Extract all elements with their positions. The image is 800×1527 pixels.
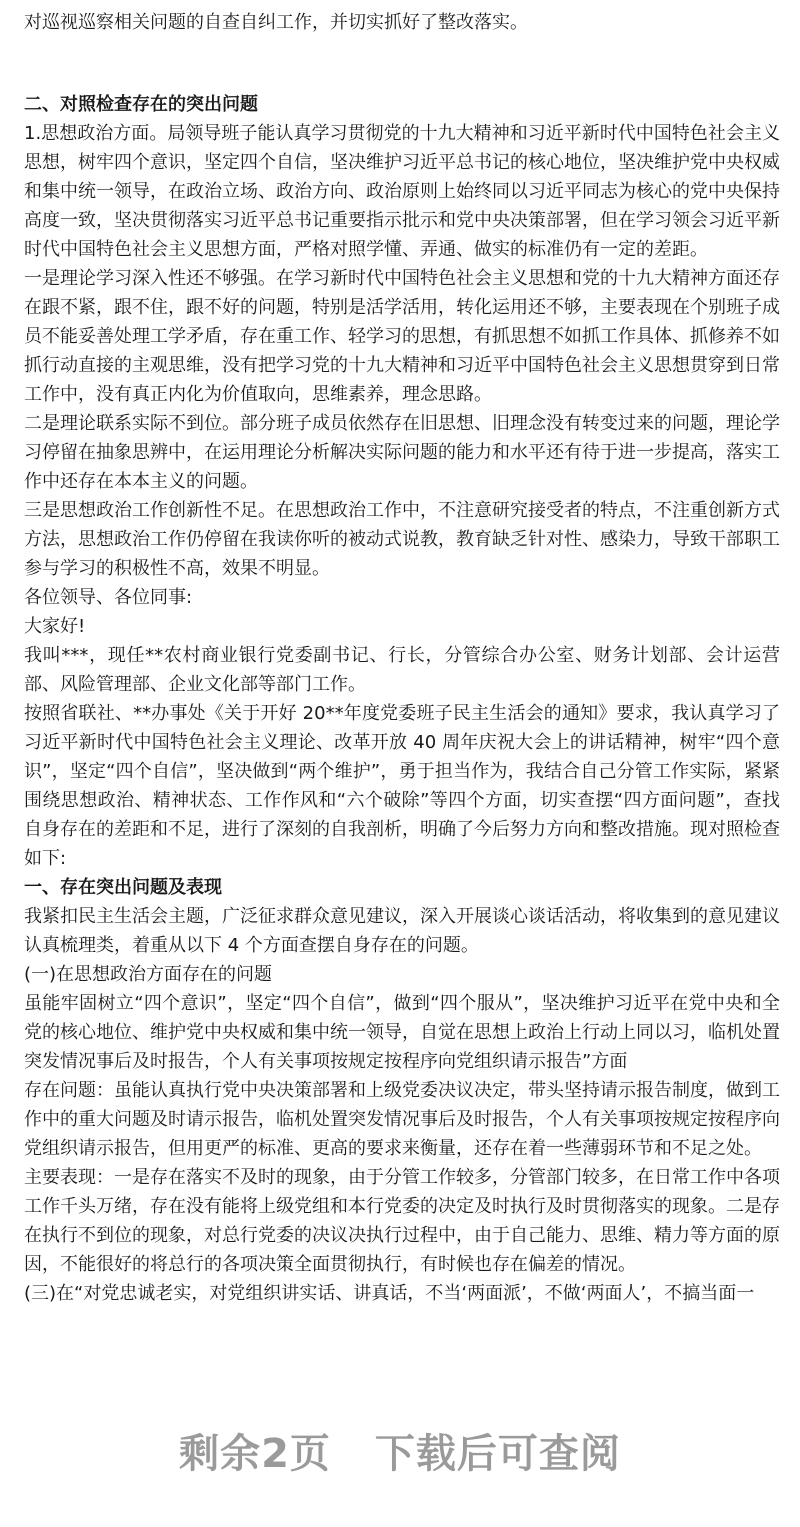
section2-heading: 二、对照检查存在的突出问题 <box>24 94 258 115</box>
document-body <box>24 8 780 1308</box>
paragraph: 我叫***，现任**农村商业银行党委副书记、行长，分管综合办公室、财务计划部、会计运营部、风险管理部、企业文化部等部门工作。 <box>24 645 780 695</box>
paragraph: 存在问题：虽能认真执行党中央决策部署和上级党委决议决定，带头坚持请示报告制度，做到工作中的重大问题及时请示报告，临机处置突发情况事后及时报告，个人有关事项按规定按程序向党组织请示报告，但用更严的标准、更高的要求来衡量，还存在着一些薄弱环节和不足之处。 <box>24 1080 780 1159</box>
subheading: (一)在思想政治方面存在的问题 <box>24 964 273 985</box>
paragraph: 1.思想政治方面。局领导班子能认真学习贯彻党的十九大精神和习近平新时代中国特色社会主义思想，树牢四个意识，坚定四个自信，坚决维护习近平总书记的核心地位，坚决维护党中央权威和集中统一领导，在政治立场、政治方向、政治原则上始终同以习近平同志为核心的党中央保持高度一致，坚决贯彻落实习近平总书记重要指示批示和党中央决策部署，但在学习领会习近平新时代中国特色社会主义思想方面，严格对照学懂、弄通、做实的标准仍有一定的差距。 <box>24 123 780 260</box>
spacer <box>24 37 780 90</box>
intro-tail: 对巡视巡察相关问题的自查自纠工作，并切实抓好了整改落实。 <box>24 12 528 33</box>
paywall-banner[interactable] <box>0 1422 800 1479</box>
greeting: 各位领导、各位同事: <box>24 587 193 608</box>
greeting: 大家好! <box>24 616 86 637</box>
paragraph: 一是理论学习深入性还不够强。在学习新时代中国特色社会主义思想和党的十九大精神方面还存在跟不紧，跟不住，跟不好的问题，特别是活学活用，转化运用还不够，主要表现在个别班子成员不能妥善处理工学矛盾，存在重工作、轻学习的思想，有抓思想不如抓工作具体、抓修养不如抓行动直接的主观思维，没有把学习党的十九大精神和习近平中国特色社会主义思想贯穿到日常工作中，没有真正内化为价值取向，思维素养，理念思路。 <box>24 268 780 405</box>
paragraph: 二是理论联系实际不到位。部分班子成员依然存在旧思想、旧理念没有转变过来的问题，理论学习停留在抽象思辨中，在运用理论分析解决实际问题的能力和水平还有待于进一步提高，落实工作中还存在本本主义的问题。 <box>24 413 780 492</box>
paragraph: 主要表现：一是存在落实不及时的现象，由于分管工作较多，分管部门较多，在日常工作中各项工作千头万绪，存在没有能将上级党组和本行党委的决定及时执行及时贯彻落实的现象。二是存在执行不到位的现象，对总行党委的决议决执行过程中，由于自己能力、思维、精力等方面的原因，不能很好的将总行的各项决策全面贯彻执行，有时候也存在偏差的情况。 <box>24 1167 780 1275</box>
download-to-view-label: 下载后可查阅 <box>374 1431 621 1477</box>
section1-heading: 一、存在突出问题及表现 <box>24 877 222 898</box>
remaining-pages-label: 剩余2页 <box>179 1431 331 1477</box>
paragraph: 虽能牢固树立“四个意识”，坚定“四个自信”，做到“四个服从”，坚决维护习近平在党中央和全党的核心地位、维护党中央权威和集中统一领导，自觉在思想上政治上行动上同以习，临机处置突发情况事后及时报告，个人有关事项按规定按程序向党组织请示报告”方面 <box>24 993 780 1072</box>
paragraph: 按照省联社、**办事处《关于开好 20**年度党委班子民主生活会的通知》要求，我认真学习了习近平新时代中国特色社会主义理论、改革开放 40 周年庆祝大会上的讲话精神，树牢“四个意识”，坚定“四个自信”，坚决做到“两个维护”，勇于担当作为，我结合自己分管工作实际，紧紧围绕思想政治、精神状态、工作作风和“六个破除”等四个方面，切实查摆“四方面问题”，查找自身存在的差距和不足，进行了深刻的自我剖析，明确了今后努力方向和整改措施。现对照检查如下: <box>24 703 780 869</box>
paragraph: 我紧扣民主生活会主题，广泛征求群众意见建议，深入开展谈心谈话活动，将收集到的意见建议认真梳理类，着重从以下 4 个方面查摆自身存在的问题。 <box>24 906 780 956</box>
paragraph: 三是思想政治工作创新性不足。在思想政治工作中，不注意研究接受者的特点，不注重创新方式方法，思想政治工作仍停留在我读你听的被动式说教，教育缺乏针对性、感染力，导致干部职工参与学习的积极性不高，效果不明显。 <box>24 500 780 579</box>
subheading-truncated: (三)在“对党忠诚老实，对党组织讲实话、讲真话，不当‘两面派’，不做‘两面人’，不搞当面一 <box>24 1283 755 1304</box>
